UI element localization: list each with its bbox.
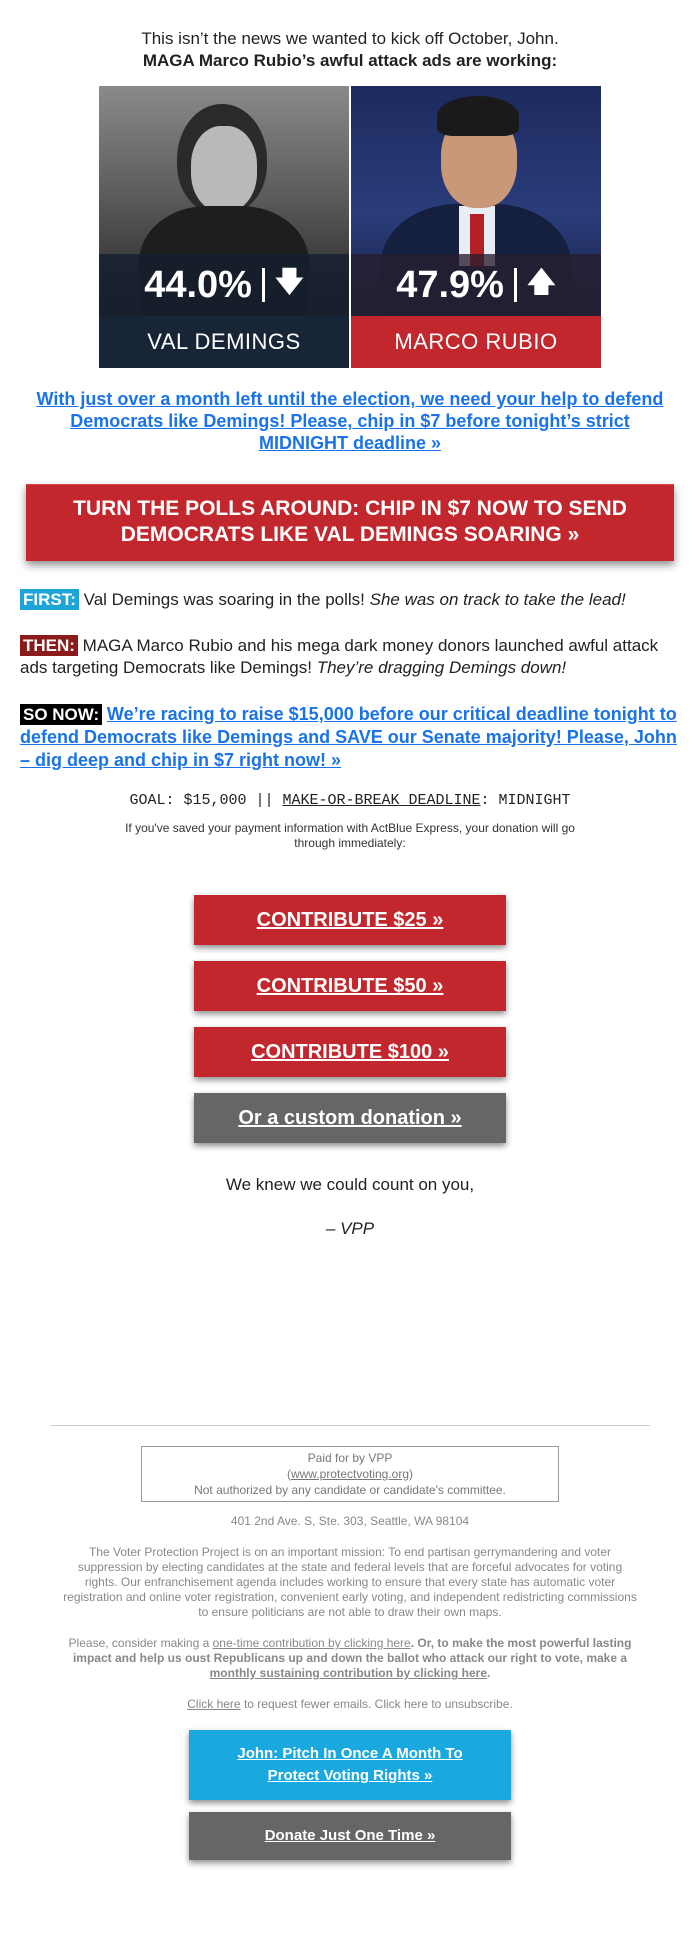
actblue-express-note: If you've saved your payment information with ActBlue Express, your donation will go through immediately:: [125, 821, 575, 850]
arrow-up-icon: 🡅: [526, 266, 556, 297]
first-paragraph: [20, 589, 680, 611]
first-tag: FIRST:: [20, 589, 79, 610]
goal-line: [0, 792, 700, 809]
one-time-contribution-link[interactable]: one-time contribution by clicking here: [212, 1636, 411, 1650]
poll-graphic: [99, 86, 601, 368]
arrow-down-icon: 🡇: [274, 266, 304, 297]
rubio-photo-hair: [437, 96, 519, 136]
not-authorized: Not authorized by any candidate or candidate's committee.: [194, 1483, 506, 1497]
so-now-paragraph: [20, 703, 680, 772]
paid-by: Paid for by VPP: [307, 1451, 393, 1465]
consider-paragraph: Please, consider making a one-time contribution by clicking here. Or, to make the most powerful lasting impact and help us oust Republicans up and down the ballot who attack our right to vote, make a monthly sustaining contribution by clicking here.: [68, 1636, 632, 1680]
then-paragraph: [20, 635, 680, 679]
custom-donation-button[interactable]: Or a custom donation »: [194, 1093, 506, 1143]
rubio-percent-band: [351, 254, 601, 316]
goal-suffix: : MIDNIGHT: [480, 792, 571, 809]
demings-photo-face: [191, 126, 257, 212]
email-preferences: Click here to request fewer emails. Click here to unsubscribe.: [187, 1697, 513, 1711]
turn-polls-around-button[interactable]: TURN THE POLLS AROUND: CHIP IN $7 NOW TO SEND DEMOCRATS LIKE VAL DEMINGS SOARING »: [26, 484, 674, 561]
then-text: MAGA Marco Rubio and his mega dark money donors launched awful attack ads targeting Democrats like Demings!: [20, 636, 659, 677]
so-now-tag: SO NOW:: [20, 704, 102, 725]
signature: – VPP: [325, 1219, 375, 1238]
then-tag: THEN:: [20, 635, 78, 656]
deadline-label: MAKE-OR-BREAK DEADLINE: [282, 792, 481, 809]
address: 401 2nd Ave. S, Ste. 303, Seattle, WA 98104: [230, 1514, 470, 1528]
contribute-50-button[interactable]: CONTRIBUTE $50 »: [194, 961, 506, 1011]
paid-for-box: [141, 1446, 559, 1502]
site-link[interactable]: www.protectvoting.org: [290, 1467, 410, 1481]
divider-bar: [262, 268, 265, 302]
donate-ask-link[interactable]: With just over a month left until the election, we need your help to defend Democrats like Demings! Please, chip in $7 before tonight’s strict MIDNIGHT deadline »: [36, 389, 664, 453]
demings-name: VAL DEMINGS: [99, 316, 349, 368]
monthly-donation-button[interactable]: John: Pitch In Once A Month To Protect Voting Rights »: [189, 1730, 511, 1800]
intro: [0, 0, 700, 72]
divider-bar: [514, 268, 517, 302]
site-line: (www.protectvoting.org): [286, 1467, 414, 1481]
so-now-donate-link[interactable]: We’re racing to raise $15,000 before our critical deadline tonight to defend Democrats like Demings and SAVE our Senate majority! Please, John – dig deep and chip in $7 right now! »: [20, 704, 677, 770]
one-time-donation-button[interactable]: Donate Just One Time »: [189, 1812, 511, 1860]
contribute-25-button[interactable]: CONTRIBUTE $25 »: [194, 895, 506, 945]
rubio-panel: [351, 86, 601, 368]
intro-line-1: This isn’t the news we wanted to kick off October, John.: [141, 29, 559, 48]
demings-panel: [99, 86, 349, 368]
contribute-100-button[interactable]: CONTRIBUTE $100 »: [194, 1027, 506, 1077]
demings-percent: 44.0%: [144, 263, 252, 306]
signoff-line: We knew we could count on you,: [225, 1175, 475, 1194]
rubio-percent: 47.9%: [396, 263, 504, 306]
first-italic: She was on track to take the lead!: [369, 590, 626, 609]
fewer-emails-link[interactable]: Click here: [187, 1697, 241, 1711]
rubio-name: MARCO RUBIO: [351, 316, 601, 368]
intro-line-2: MAGA Marco Rubio’s awful attack ads are working:: [142, 51, 558, 70]
demings-percent-band: [99, 254, 349, 316]
monthly-contribution-link[interactable]: monthly sustaining contribution by clicking here: [209, 1666, 487, 1680]
goal-prefix: GOAL: $15,000 ||: [129, 792, 283, 809]
then-italic: They’re dragging Demings down!: [316, 658, 567, 677]
first-text: Val Demings was soaring in the polls!: [78, 590, 370, 609]
mission-statement: The Voter Protection Project is on an important mission: To end partisan gerrymandering and voter suppression by electing candidates at the state and federal levels that are forceful advocates for voting rights. Our enfranchisement agenda includes working to ensure that every state has automatic voter registration and online voter registration, convenient early voting, and independent redistricting commissions to ensure politicians are not able to draw their own maps.: [63, 1545, 637, 1619]
